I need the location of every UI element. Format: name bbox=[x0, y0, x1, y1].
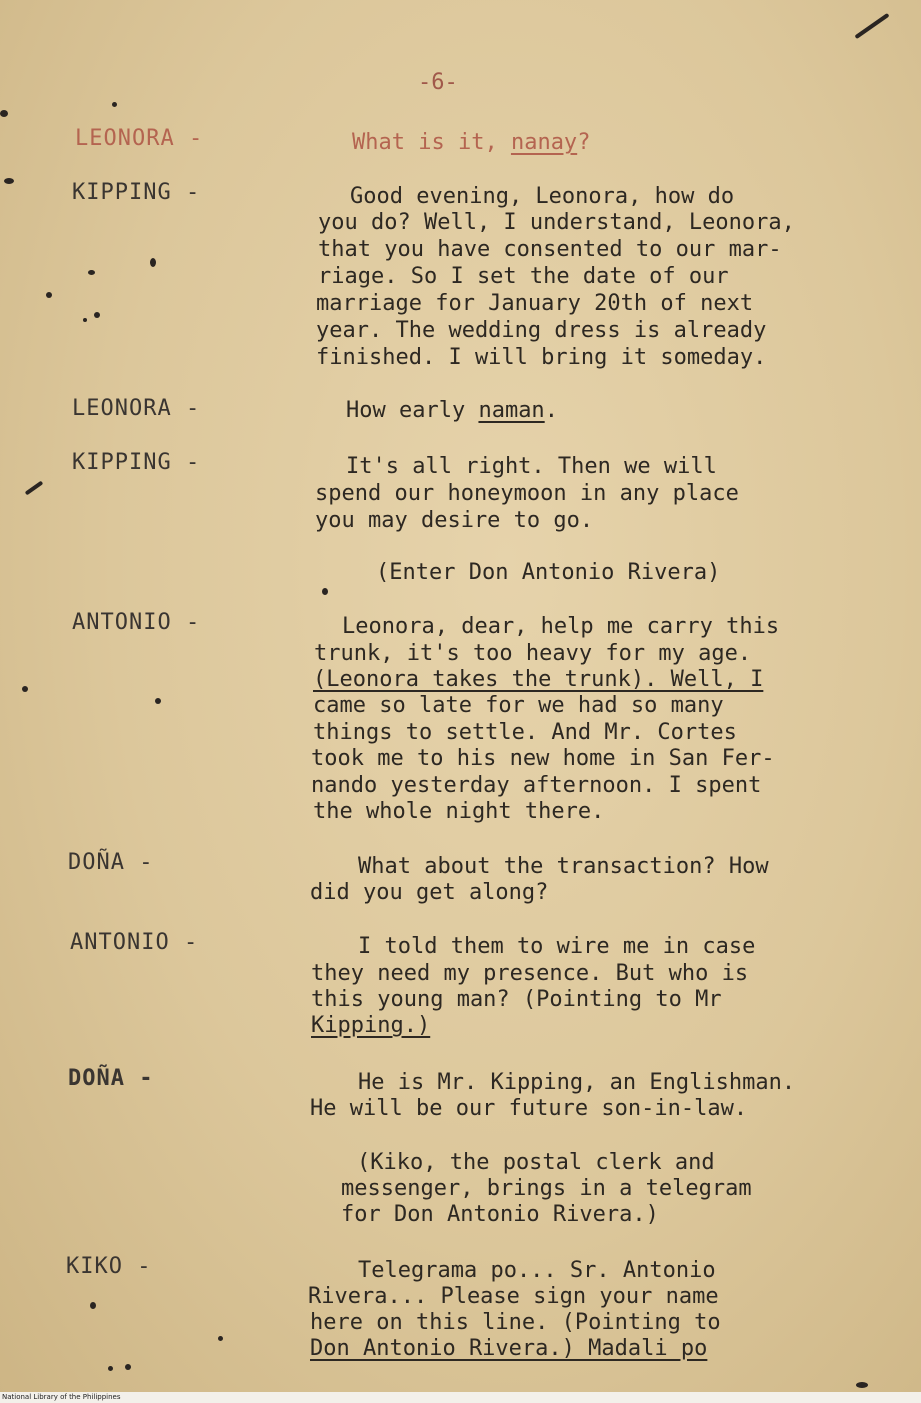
dialogue-line: did you get along? bbox=[310, 880, 549, 905]
dialogue-line: I told them to wire me in case bbox=[358, 934, 756, 959]
speck bbox=[112, 102, 117, 107]
speaker-leonora: LEONORA - bbox=[72, 396, 201, 421]
speck bbox=[83, 318, 87, 322]
speck bbox=[108, 1366, 113, 1371]
dialogue-line: Kipping.) bbox=[311, 1013, 431, 1038]
dialogue-line: Leonora, dear, help me carry this bbox=[342, 614, 780, 639]
pen-mark bbox=[854, 13, 889, 39]
speck bbox=[22, 686, 28, 692]
speck bbox=[150, 258, 156, 267]
speaker-dona: DOÑA - bbox=[68, 850, 154, 875]
dialogue-line: you may desire to go. bbox=[315, 508, 594, 533]
dialogue-line: He will be our future son-in-law. bbox=[310, 1096, 748, 1121]
dialogue-line: (Leonora takes the trunk). Well, I bbox=[313, 667, 764, 692]
dialogue-line: this young man? (Pointing to Mr bbox=[311, 987, 722, 1012]
stage-direction: (Enter Don Antonio Rivera) bbox=[376, 560, 721, 585]
dialogue-line: finished. I will bring it someday. bbox=[316, 345, 767, 370]
dialogue-line: things to settle. And Mr. Cortes bbox=[313, 720, 737, 745]
speck bbox=[4, 178, 14, 184]
dialogue-line: that you have consented to our mar- bbox=[318, 237, 782, 262]
dialogue-line: you do? Well, I understand, Leonora, bbox=[318, 210, 795, 235]
dialogue-line: Good evening, Leonora, how do bbox=[350, 184, 735, 209]
stage-direction: for Don Antonio Rivera.) bbox=[341, 1202, 659, 1227]
pen-mark bbox=[25, 481, 44, 496]
dialogue-line: trunk, it's too heavy for my age. bbox=[314, 641, 752, 666]
dialogue-line: year. The wedding dress is already bbox=[316, 318, 767, 343]
speaker-antonio: ANTONIO - bbox=[70, 930, 199, 955]
speaker-dona: DOÑA - bbox=[68, 1066, 154, 1091]
dialogue-line: nando yesterday afternoon. I spent bbox=[311, 773, 762, 798]
dialogue-line: came so late for we had so many bbox=[313, 693, 724, 718]
dialogue-line: took me to his new home in San Fer- bbox=[311, 746, 775, 771]
footer-credit: National Library of the Philippines bbox=[2, 1393, 121, 1401]
speck bbox=[322, 588, 328, 595]
speck bbox=[94, 312, 100, 318]
dialogue-line: they need my presence. But who is bbox=[311, 961, 749, 986]
speaker-kiko: KIKO - bbox=[66, 1254, 152, 1279]
speck bbox=[46, 292, 52, 298]
dialogue-line: It's all right. Then we will bbox=[346, 454, 717, 479]
speck bbox=[125, 1364, 131, 1370]
speaker-kipping: KIPPING - bbox=[72, 180, 201, 205]
speaker-kipping: KIPPING - bbox=[72, 450, 201, 475]
dialogue-line: Rivera... Please sign your name bbox=[308, 1284, 719, 1309]
bottom-strip bbox=[0, 1392, 921, 1403]
speck bbox=[218, 1336, 223, 1341]
dialogue-line: the whole night there. bbox=[313, 799, 605, 824]
stage-direction: messenger, brings in a telegram bbox=[341, 1176, 752, 1201]
page-number: -6- bbox=[418, 70, 458, 95]
speck bbox=[0, 110, 8, 117]
dialogue-line: here on this line. (Pointing to bbox=[310, 1310, 721, 1335]
dialogue-line: Don Antonio Rivera.) Madali po bbox=[310, 1336, 708, 1361]
speaker-leonora: LEONORA - bbox=[75, 126, 204, 151]
dialogue-line: What is it, nanay? bbox=[352, 130, 591, 155]
speck bbox=[155, 698, 161, 704]
dialogue-line: marriage for January 20th of next bbox=[316, 291, 754, 316]
dialogue-line: How early naman. bbox=[346, 398, 558, 423]
dialogue-line: He is Mr. Kipping, an Englishman. bbox=[358, 1070, 796, 1095]
speck bbox=[856, 1382, 868, 1388]
stage-direction: (Kiko, the postal clerk and bbox=[357, 1150, 715, 1175]
dialogue-line: Telegrama po... Sr. Antonio bbox=[358, 1258, 716, 1283]
speaker-antonio: ANTONIO - bbox=[72, 610, 201, 635]
speck bbox=[88, 270, 95, 275]
speck bbox=[90, 1302, 96, 1309]
dialogue-line: What about the transaction? How bbox=[358, 854, 769, 879]
dialogue-line: riage. So I set the date of our bbox=[318, 264, 729, 289]
dialogue-line: spend our honeymoon in any place bbox=[315, 481, 739, 506]
